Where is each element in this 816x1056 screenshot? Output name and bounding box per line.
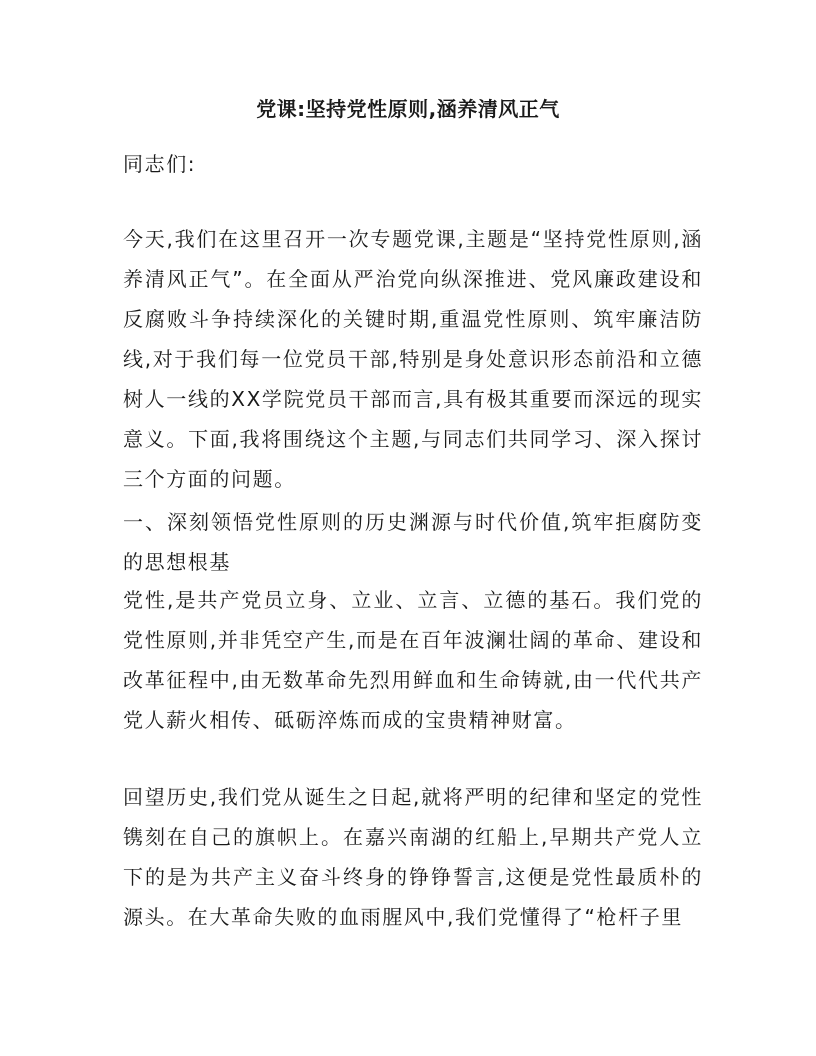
- paragraph-party-spirit: 党性,是共产党员立身、立业、立言、立德的基石。我们党的党性原则,并非凭空产生,而是在百年波澜壮阔的革命、建设和改革征程中,由无数革命先烈用鲜血和生命铸就,由一代代共产党人薪火相传、砥砺淬炼而成的宝贵精神财富。: [123, 588, 703, 732]
- section-heading-1: 一、深刻领悟党性原则的历史渊源与时代价值,筑牢拒腐防变的思想根基: [123, 510, 703, 574]
- paragraph-history: 回望历史,我们党从诞生之日起,就将严明的纪律和坚定的党性镌刻在自己的旗帜上。在嘉兴南湖的红船上,早期共产党人立下的是为共产主义奋斗终身的铮铮誓言,这便是党性最质朴的源头。在大革命失败的血雨腥风中,我们党懂得了“枪杆子里: [123, 785, 703, 929]
- document-title: 党课:坚持党性原则,涵养清风正气: [256, 97, 560, 121]
- paragraph-intro: 今天,我们在这里召开一次专题党课,主题是“坚持党性原则,涵养清风正气”。在全面从严治党向纵深推进、党风廉政建设和反腐败斗争持续深化的关键时期,重温党性原则、筑牢廉洁防线,对于我们每一位党员干部,特别是身处意识形态前沿和立德树人一线的XX学院党员干部而言,具有极其重要而深远的现实意义。下面,我将围绕这个主题,与同志们共同学习、深入探讨三个方面的问题。: [123, 227, 703, 491]
- greeting: 同志们:: [123, 152, 197, 176]
